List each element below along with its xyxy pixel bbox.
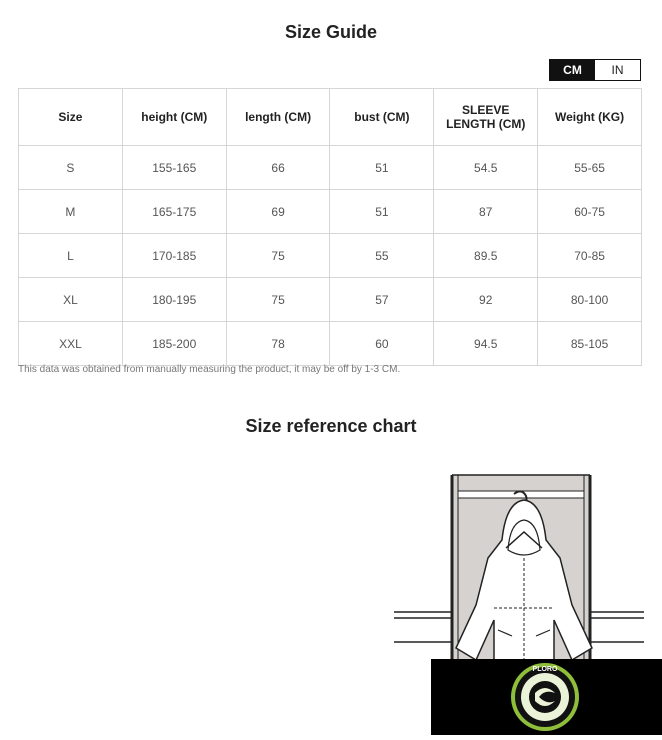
table-cell: L <box>19 234 123 278</box>
column-header: bust (CM) <box>330 89 434 146</box>
table-cell: 66 <box>226 146 330 190</box>
table-cell: 185-200 <box>122 322 226 366</box>
table-header-row <box>19 89 642 146</box>
table-cell: 80-100 <box>538 278 642 322</box>
table-row <box>19 190 642 234</box>
table-cell: 180-195 <box>122 278 226 322</box>
hoodie-on-hanger-icon <box>394 470 662 660</box>
column-header: length (CM) <box>226 89 330 146</box>
size-table <box>18 88 642 366</box>
table-cell: 85-105 <box>538 322 642 366</box>
table-cell: 57 <box>330 278 434 322</box>
table-cell: 55-65 <box>538 146 642 190</box>
table-cell: 69 <box>226 190 330 234</box>
table-cell: M <box>19 190 123 234</box>
table-cell: 51 <box>330 190 434 234</box>
table-cell: 78 <box>226 322 330 366</box>
unit-toggle[interactable] <box>549 59 641 81</box>
table-cell: 75 <box>226 278 330 322</box>
table-row <box>19 234 642 278</box>
table-cell: 155-165 <box>122 146 226 190</box>
table-cell: 70-85 <box>538 234 642 278</box>
table-cell: S <box>19 146 123 190</box>
column-header: height (CM) <box>122 89 226 146</box>
table-cell: 170-185 <box>122 234 226 278</box>
logo-badge-icon <box>431 659 662 735</box>
table-cell: 87 <box>434 190 538 234</box>
table-cell: 55 <box>330 234 434 278</box>
table-row <box>19 322 642 366</box>
table-cell: 51 <box>330 146 434 190</box>
table-cell: 60 <box>330 322 434 366</box>
table-cell: XXL <box>19 322 123 366</box>
unit-in-button[interactable]: IN <box>595 60 640 80</box>
table-cell: XL <box>19 278 123 322</box>
brand-badge <box>431 659 662 735</box>
table-cell: 54.5 <box>434 146 538 190</box>
section-title: Size reference chart <box>245 416 417 436</box>
table-cell: 75 <box>226 234 330 278</box>
measurement-note: This data was obtained from manually measuring the product, it may be off by 1-3 CM. <box>18 364 401 375</box>
table-row <box>19 146 642 190</box>
column-header: Size <box>19 89 123 146</box>
table-cell: 89.5 <box>434 234 538 278</box>
table-cell: 60-75 <box>538 190 642 234</box>
page-title: Size Guide <box>284 22 378 42</box>
unit-cm-button[interactable]: CM <box>550 60 595 80</box>
column-header: Weight (KG) <box>538 89 642 146</box>
table-cell: 165-175 <box>122 190 226 234</box>
table-row <box>19 278 642 322</box>
table-cell: 92 <box>434 278 538 322</box>
badge-text: PLORO <box>532 666 558 673</box>
column-header: SLEEVE LENGTH (CM) <box>434 89 538 146</box>
table-cell: 94.5 <box>434 322 538 366</box>
